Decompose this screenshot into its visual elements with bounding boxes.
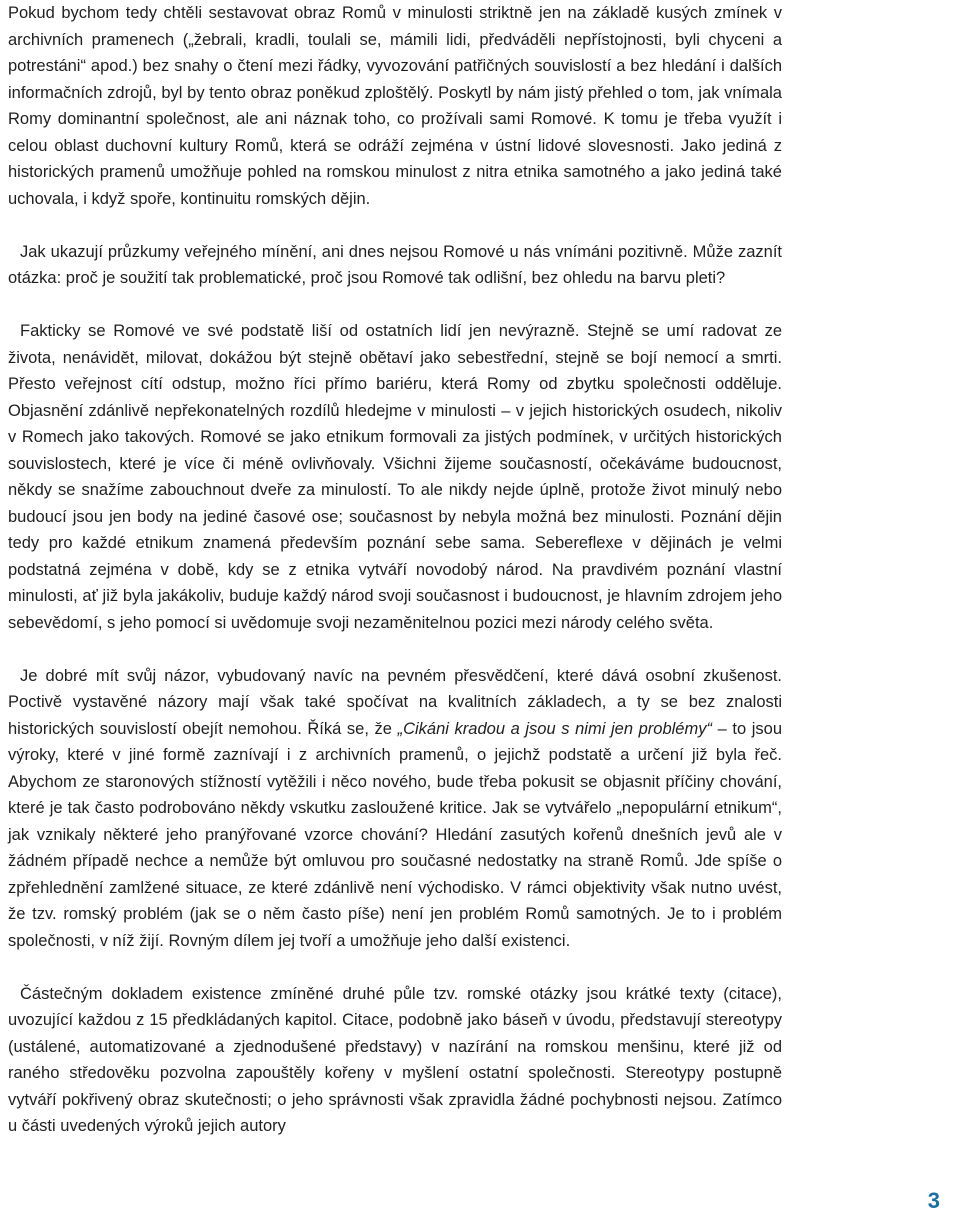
paragraph-4-quote: „Cikáni kradou a jsou s nimi jen problémy“	[397, 719, 712, 738]
paragraph-1-text: Pokud bychom tedy chtěli sestavovat obraz Romů v minulosti striktně jen na základě kusých zmínek v archivních pramenech („žebrali, kradli, toulali se, mámili lidi, předváděli nepřístojnosti, byli chyceni a potrestáni“ apod.) bez snahy o čtení mezi řádky, vyvozování patřičných souvislostí a bez hledání i dalších informačních zdrojů, byl by tento obraz poněkud zploštělý. Poskytl by nám jistý přehled o tom, jak vnímala Romy dominantní společnost, ale ani náznak toho, co prožívali sami Romové. K tomu je třeba využít i celou oblast duchovní kultury Romů, která se odráží zejména v ústní lidové slovesnosti. Jako jediná z historických pramenů umožňuje pohled na romskou minulost z nitra etnika samotného a jako jediná také uchovala, i když spoře, kontinuitu romských dějin.	[8, 4, 782, 208]
paragraph-5	[8, 981, 782, 1140]
paragraph-3	[8, 318, 782, 636]
paragraph-3-text: Fakticky se Romové ve své podstatě liší od ostatních lidí jen nevýrazně. Stejně se umí radovat ze života, nenávidět, milovat, dokážou být stejně obětaví jako sebestřední, stejně se bojí nemocí a smrti. Přesto veřejnost cítí odstup, možno říci přímo bariéru, která Romy od zbytku společnosti odděluje. Objasnění zdánlivě nepřekonatelných rozdílů hledejme v minulosti – v jejich historických osudech, nikoliv v Romech jako takových. Romové se jako etnikum formovali za jistých podmínek, v určitých historických souvislostech, které je více či méně ovlivňovaly. Všichni žijeme současností, očekáváme budoucnost, někdy se snažíme zabouchnout dveře za minulostí. To ale nikdy nejde úplně, protože život minulý nebo budoucí jsou jen body na jediné časové ose; současnost by nebyla možná bez minulosti. Poznání dějin tedy pro každé etnikum znamená především poznání sebe sama. Sebereflexe v dějinách je velmi podstatná zejména v době, kdy se z etnika vytváří novodobý národ. Na pravdivém poznání vlastní minulosti, ať již byla jakákoliv, buduje každý národ svoji současnost i budoucnost, je hlavním zdrojem jeho sebevědomí, s jeho pomocí si uvědomuje svoji nezaměnitelnou pozici mezi národy celého světa.	[8, 322, 782, 632]
page-number: 3	[927, 1188, 940, 1213]
paragraph-2	[8, 239, 782, 292]
paragraph-1	[8, 0, 782, 212]
paragraph-2-text: Jak ukazují průzkumy veřejného mínění, ani dnes nejsou Romové u nás vnímáni pozitivně. Může zaznít otázka: proč je soužití tak problematické, proč jsou Romové tak odlišní, bez ohledu na barvu pleti?	[8, 242, 782, 287]
paragraph-4-text-a: Je dobré mít svůj názor, vybudovaný navíc na pevném přesvědčení, které dává osobní zkušenost. Poctivě vystavěné názory mají však také spočívat na kvalitních základech, a ty se bez znalosti historických souvislostí obejít nemohou. Říká se, že	[8, 666, 782, 738]
paragraph-4-text-b: – to jsou výroky, které v jiné formě zaznívají i z archivních pramenů, o jejichž podstatě a určení již byla řeč. Abychom ze staronových stížností vytěžili i něco nového, bude třeba pokusit se objasnit příčiny chování, které je tak často podrobováno někdy vskutku zasloužené kritice. Jak se vytvářelo „nepopulární etnikum“, jak vznikaly některé jeho pranýřované vzorce chování? Hledání zasutých kořenů dnešních jevů ale v žádném případě nechce a nemůže být omluvou pro současné nedostatky na straně Romů. Jde spíše o zpřehlednění zamlžené situace, ze které zdánlivě není východisko. V rámci objektivity však nutno uvést, že tzv. romský problém (jak se o něm často píše) není jen problém Romů samotných. Je to i problém společnosti, v níž žijí. Rovným dílem jej tvoří a umožňuje jeho další existenci.	[8, 719, 782, 950]
paragraph-5-text: Částečným dokladem existence zmíněné druhé půle tzv. romské otázky jsou krátké texty (citace), uvozující každou z 15 předkládaných kapitol. Citace, podobně jako báseň v úvodu, představují stereotypy (ustálené, automatizované a zjednodušené představy) v nazírání na romskou menšinu, které již od raného středověku pozvolna zapouštěly kořeny v myšlení ostatní společnosti. Stereotypy postupně vytváří pokřivený obraz skutečnosti; o jeho správnosti však zpravidla žádné pochybnosti nejsou. Zatímco u části uvedených výroků jejich autory	[8, 984, 782, 1135]
paragraph-4	[8, 663, 782, 955]
